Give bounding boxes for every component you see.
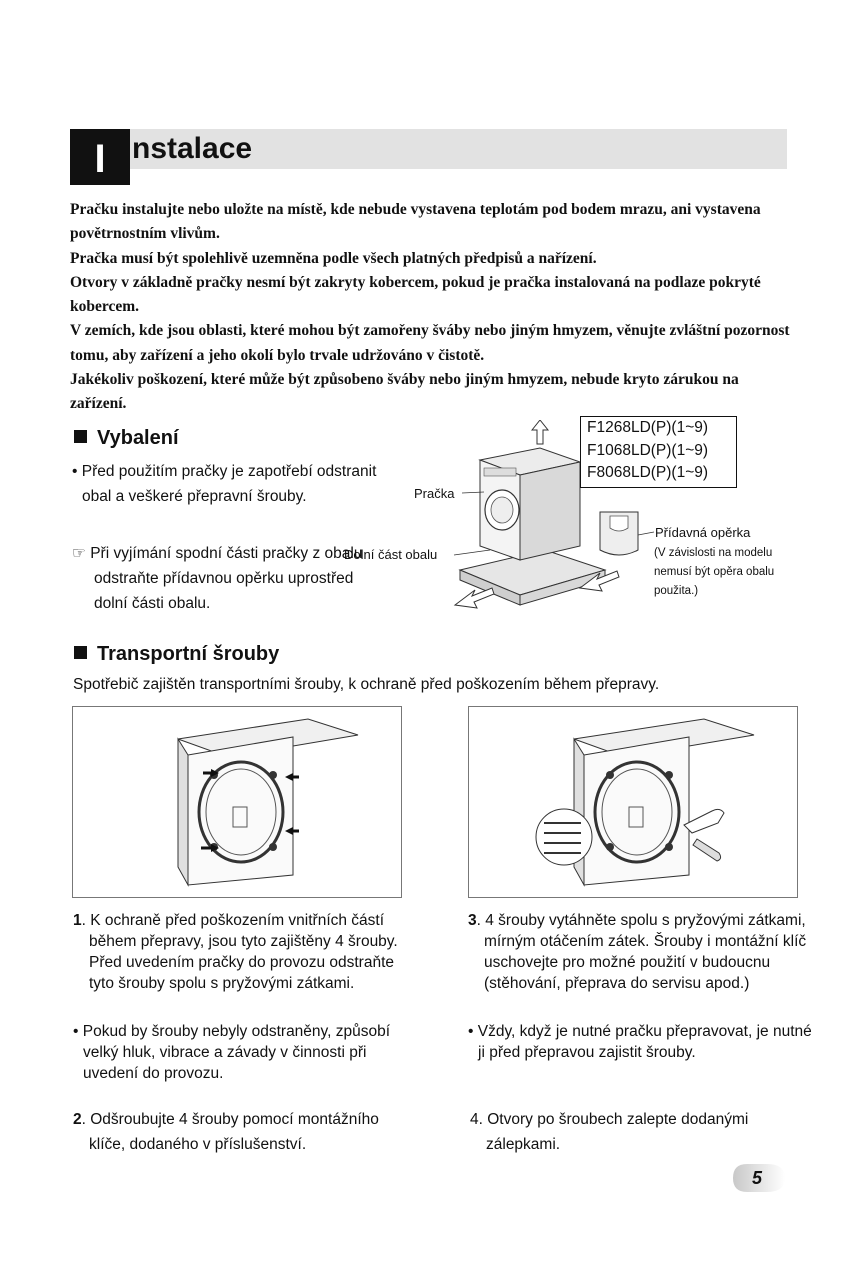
washer-bolt-removal-illustration — [469, 707, 797, 897]
pointing-hand-icon: ☞ — [72, 545, 86, 562]
washer-rear-bolts-illustration — [73, 707, 401, 897]
figure-bolts-rear — [72, 706, 402, 898]
label-additional-support: Přídavná opěrka — [655, 525, 751, 540]
unpacking-note: ☞ Při vyjímání spodní části pračky z obalu odstraňte přídavnou opěrku uprostřed dolní části obalu. — [72, 545, 363, 612]
model-list — [580, 416, 737, 488]
intro-paragraph: Pračku instalujte nebo uložte na místě, kde nebude vystavena teplotám pod bodem mrazu, ani vystavena povětrnostním vlivům. — [70, 201, 761, 243]
label-washer: Pračka — [414, 486, 455, 501]
section-heading-unpacking: Vybalení — [74, 426, 179, 450]
warning-1: • Pokud by šrouby nebyly odstraněny, způsobí velký hluk, vibrace a závady v činnosti při uvedení do provozu. — [73, 1023, 391, 1082]
step-4: 4. Otvory po šroubech zalepte dodanými zálepkami. — [470, 1111, 749, 1153]
square-bullet-icon — [74, 646, 87, 659]
step-1: 1. K ochraně před poškozením vnitřních částí během přepravy, jsou tyto zajištěny 4 šrouby. Před uvedením pračky do provozu odstraňte tyto šrouby spolu s pryžovými zátkami. — [73, 912, 398, 992]
page-number-badge — [732, 1163, 786, 1193]
intro-paragraph: Pračka musí být spolehlivě uzemněna podle všech platných předpisů a nařízení. — [70, 249, 597, 267]
model-name: F1068LD(P)(1~9) — [587, 441, 709, 459]
unpacking-bullet: • Před použitím pračky je zapotřebí odstranit obal a veškeré přepravní šrouby. — [72, 463, 377, 505]
intro-paragraph: V zemích, kde jsou oblasti, které mohou být zamořeny šváby nebo jiným hmyzem, věnujte zvláštní pozornost tomu, aby zařízení a jeho okolí bylo trvale udržováno v čistotě. — [70, 322, 790, 364]
model-name: F1268LD(P)(1~9) — [587, 419, 709, 436]
step-2: 2. Odšroubujte 4 šrouby pomocí montážního klíče, dodaného v příslušenství. — [73, 1111, 379, 1153]
intro-paragraph: Jakékoliv poškození, které může být způsobeno šváby nebo jiným hmyzem, nebude kryto zárukou na zařízení. — [70, 371, 739, 413]
model-name: F8068LD(P)(1~9) — [587, 464, 709, 481]
intro-text — [70, 198, 790, 417]
intro-paragraph: Otvory v základně pračky nesmí být zakryty kobercem, pokud je pračka instalovaná na podlaze pokryté kobercem. — [70, 273, 761, 316]
page-number: 5 — [751, 1168, 762, 1188]
section-heading-transport: Transportní šrouby — [74, 642, 279, 666]
label-packaging-base: Dolní část obalu — [344, 547, 438, 562]
transport-intro: Spotřebič zajištěn transportními šrouby, k ochraně před poškozením během přepravy. — [73, 676, 660, 693]
step-3: 3. 4 šrouby vytáhněte spolu s pryžovými zátkami, mírným otáčením zátek. Šrouby i montážní klíč uschovejte pro možné použití v budoucnu (stěhování, přeprava do servisu apod.) — [468, 912, 807, 992]
title-initial: I — [70, 129, 130, 185]
support-note: (V závislosti na modelu nemusí být opěra obalu použita.) — [654, 547, 775, 597]
page-title: nstalace — [132, 132, 253, 165]
warning-2: • Vždy, když je nutné pračku přepravovat, je nutné ji před přepravou zajistit šrouby. — [468, 1023, 812, 1061]
square-bullet-icon — [74, 430, 87, 443]
figure-bolts-removal — [468, 706, 798, 898]
